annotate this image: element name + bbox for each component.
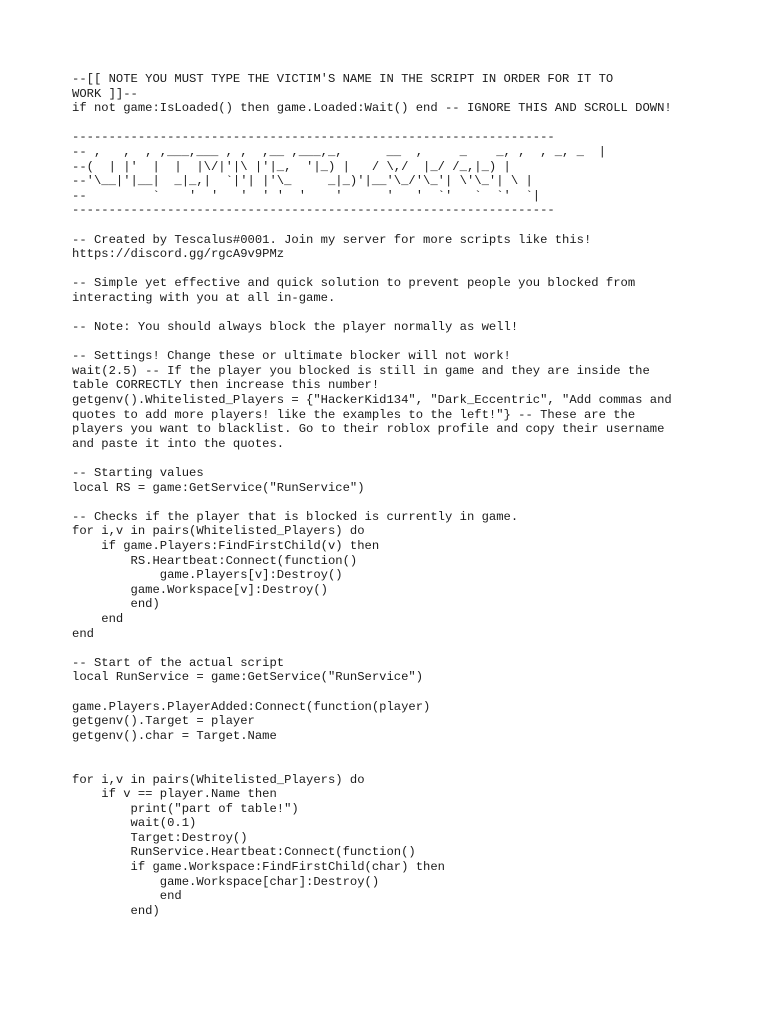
code-line: and paste it into the quotes. <box>72 436 285 451</box>
code-line <box>72 116 702 131</box>
code-line <box>72 262 702 277</box>
code-line: ------------------------------------------------------------------ <box>72 130 555 145</box>
code-line: print("part of table!") <box>72 801 299 816</box>
code-line: -- ` ' ' ' ' ' ' ' ' ' `' ` `' `| <box>72 188 541 203</box>
code-line: players you want to blacklist. Go to their roblox profile and copy their username <box>72 422 665 437</box>
code-line: getgenv().char = Target.Name <box>72 728 277 743</box>
code-line: if game.Players:FindFirstChild(v) then <box>72 539 380 553</box>
code-line: -- Start of the actual script <box>72 655 285 670</box>
code-line: game.Workspace[v]:Destroy() <box>72 582 328 597</box>
code-line: table CORRECTLY then increase this number! <box>72 378 380 393</box>
code-line: if v == player.Name then <box>72 787 277 802</box>
code-line: --'\__|'|__| _|_,| `|'| |'\_ _|_)'|__'\_/'\_'| \'\_'| \ | <box>72 174 533 189</box>
code-line: -- Note: You should always block the player normally as well! <box>72 320 519 335</box>
code-line: getgenv().Whitelisted_Players = {"HackerKid134", "Dark_Eccentric", "Add commas and <box>72 393 672 408</box>
code-line: wait(2.5) -- If the player you blocked is still in game and they are inside the <box>72 363 650 378</box>
code-line: --[[ NOTE YOU MUST TYPE THE VICTIM'S NAME IN THE SCRIPT IN ORDER FOR IT TO <box>72 72 614 86</box>
code-line <box>72 758 702 773</box>
code-line <box>72 641 702 656</box>
code-line: end <box>72 611 124 626</box>
code-line: interacting with you at all in-game. <box>72 290 336 305</box>
code-line: game.Players.PlayerAdded:Connect(function(player) <box>72 699 431 714</box>
code-line: quotes to add more players! like the examples to the left!"} -- These are the <box>72 407 636 422</box>
code-line: -- Simple yet effective and quick solution to prevent people you blocked from <box>72 276 636 291</box>
code-line: local RunService = game:GetService("RunService") <box>72 670 424 685</box>
code-line <box>72 218 702 233</box>
code-line <box>72 743 702 758</box>
code-line: WORK ]]-- <box>72 86 138 101</box>
code-line <box>72 306 702 321</box>
code-line: if not game:IsLoaded() then game.Loaded:Wait() end -- IGNORE THIS AND SCROLL DOWN! <box>72 101 672 116</box>
code-line: -- , , , ,___,___ , , ,__ ,___,_, __ , _ _, , , _, _ | <box>72 144 606 159</box>
code-line: https://discord.gg/rgcA9v9PMz <box>72 247 285 262</box>
code-line: -- Created by Tescalus#0001. Join my server for more scripts like this! <box>72 232 592 247</box>
code-line: RS.Heartbeat:Connect(function() <box>72 553 358 568</box>
code-line <box>72 335 702 350</box>
code-line: game.Players[v]:Destroy() <box>72 568 343 583</box>
code-line: end) <box>72 597 160 612</box>
code-line <box>72 495 702 510</box>
code-line <box>72 685 702 700</box>
code-line: for i,v in pairs(Whitelisted_Players) do <box>72 772 365 787</box>
code-line: if game.Workspace:FindFirstChild(char) then <box>72 860 445 875</box>
code-line: RunService.Heartbeat:Connect(function() <box>72 845 416 860</box>
code-line: end <box>72 626 94 641</box>
code-line: Target:Destroy() <box>72 830 248 845</box>
code-line: wait(0.1) <box>72 816 197 831</box>
code-line: local RS = game:GetService("RunService") <box>72 480 365 495</box>
code-line: -- Checks if the player that is blocked is currently in game. <box>72 509 519 524</box>
code-line <box>72 451 702 466</box>
code-line: --( | |' | | |\/|'|\ |'|_, '|_) | / \,/ |_/ /_,|_) | <box>72 159 511 174</box>
code-line: game.Workspace[char]:Destroy() <box>72 874 380 889</box>
code-line: end <box>72 889 182 904</box>
code-line: end) <box>72 903 160 918</box>
code-line: for i,v in pairs(Whitelisted_Players) do <box>72 524 365 539</box>
code-line: -- Starting values <box>72 466 204 481</box>
code-line: ------------------------------------------------------------------ <box>72 203 555 218</box>
code-line: -- Settings! Change these or ultimate blocker will not work! <box>72 349 511 364</box>
script-text <box>72 72 702 918</box>
code-line: getgenv().Target = player <box>72 714 255 729</box>
